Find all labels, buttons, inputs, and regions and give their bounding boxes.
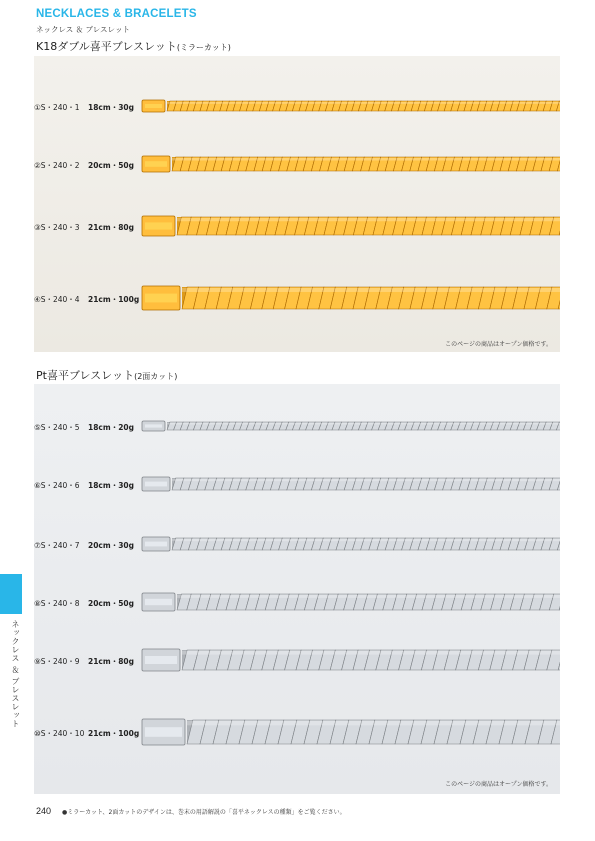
bracelet-clasp-highlight [145,424,162,427]
product-code: ⑥S・240・6 [34,481,80,490]
bracelet-chain-highlight [182,651,560,655]
product-spec: 21cm・80g [88,657,135,666]
product-code: ②S・240・2 [34,161,80,170]
bracelet-clasp-highlight [145,542,167,547]
gold_section-product-row [34,278,560,318]
product-code: ①S・240・1 [34,103,80,112]
product-code: ③S・240・3 [34,223,80,232]
bracelet-clasp-highlight [145,727,182,737]
bracelet-chain-highlight [172,479,560,481]
gold-bracelet-image [140,153,560,175]
product-code: ⑧S・240・8 [34,599,80,608]
pt-product-panel [34,384,560,794]
bracelet-chain-highlight [167,102,560,104]
product-label [34,294,138,305]
gold-price-note: このページの商品はオープン価格です。 [445,341,552,348]
pt_section-product-row [34,712,560,752]
catalog-category-subtitle: ネックレス ＆ ブレスレット [36,25,130,34]
bracelet-clasp-highlight [145,222,172,229]
page-number: 240 [36,806,52,816]
side-index-label: ネックレス ＆ ブレスレット [11,620,20,729]
platinum-bracelet-image [140,474,560,494]
bracelet-clasp-highlight [145,656,177,664]
pt_section-product-row [34,640,560,680]
side-index-tab [0,574,22,614]
gold-bracelet-image [140,283,560,313]
product-label [34,102,138,113]
bracelet-chain-highlight [167,423,560,424]
gold-bracelet-image [140,97,560,115]
catalog-category-title: NECKLACES & BRACELETS [36,8,197,20]
product-label [34,222,138,233]
pt_section-product-row [34,524,560,564]
product-spec: 21cm・100g [88,729,140,738]
bracelet-chain-highlight [187,721,560,725]
gold-section-title-main: K18ダブル喜平ブレスレット [36,40,177,53]
gold_section-product-row [34,206,560,246]
product-spec: 18cm・30g [88,481,135,490]
product-label [34,160,138,171]
platinum-bracelet-image [140,646,560,674]
product-label [34,540,138,551]
product-label [34,598,138,609]
product-spec: 20cm・50g [88,599,135,608]
gold_section-product-row [34,86,560,126]
product-spec: 18cm・30g [88,103,135,112]
platinum-bracelet-image [140,418,560,434]
product-spec: 21cm・80g [88,223,135,232]
gold-bracelet-image [140,213,560,239]
bracelet-chain-highlight [177,218,560,221]
bracelet-clasp-highlight [145,161,167,167]
product-code: ⑤S・240・5 [34,423,80,432]
product-spec: 18cm・20g [88,423,135,432]
pt-section-title [36,367,177,383]
bracelet-clasp-highlight [145,599,172,605]
product-code: ⑨S・240・9 [34,657,80,666]
product-label [34,656,138,667]
pt_section-product-row [34,582,560,622]
product-code: ⑩S・240・10 [34,729,85,738]
bracelet-chain-highlight [172,158,560,161]
pt-section-title-suffix: (2面カット) [134,372,178,381]
pt_section-product-row [34,464,560,504]
product-code: ④S・240・4 [34,295,80,304]
platinum-bracelet-image [140,716,560,748]
product-label [34,480,138,491]
platinum-bracelet-image [140,590,560,614]
product-label [34,422,138,433]
gold-section-title-suffix: (ミラーカット) [176,43,231,52]
gold-section-title [36,38,231,54]
pt-price-note: このページの商品はオープン価格です。 [445,781,552,788]
bracelet-chain-highlight [172,539,560,541]
bracelet-clasp-highlight [145,104,162,108]
product-code: ⑦S・240・7 [34,541,80,550]
product-label [34,728,138,739]
bracelet-clasp-highlight [145,482,167,487]
product-spec: 20cm・50g [88,161,135,170]
bracelet-chain-highlight [182,288,560,292]
pt_section-product-row [34,406,560,446]
pt-section-title-main: Pt喜平ブレスレット [36,369,135,382]
gold_section-product-row [34,144,560,184]
footer-note: ●ミラーカット、2面カットのデザインは、巻末の用語解説の「喜平ネックレスの種類」をご覧ください。 [62,809,346,816]
platinum-bracelet-image [140,534,560,554]
bracelet-clasp-highlight [145,294,177,303]
gold-product-panel [34,56,560,352]
bracelet-chain-highlight [177,595,560,598]
product-spec: 21cm・100g [88,295,140,304]
product-spec: 20cm・30g [88,541,135,550]
